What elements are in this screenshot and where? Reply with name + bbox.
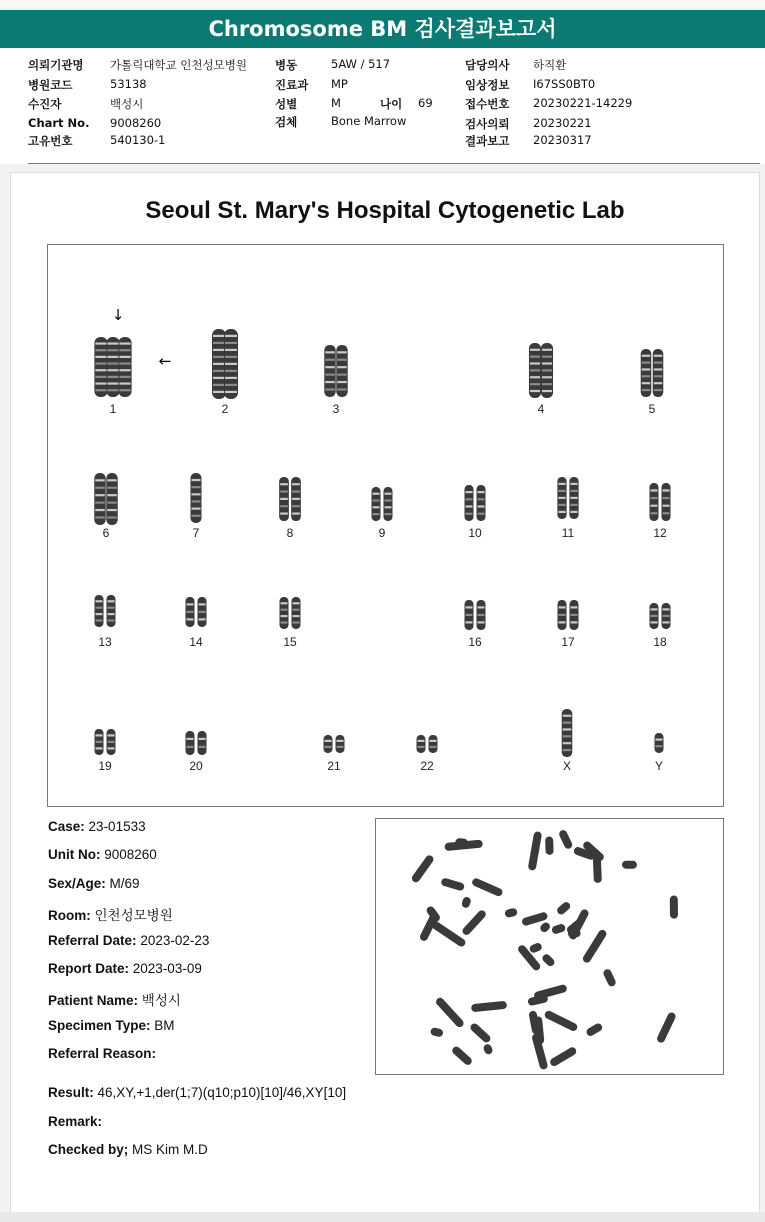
- info-label: 검체: [275, 115, 298, 129]
- karyotype-label: 15: [283, 635, 297, 649]
- info-value: 540130-1: [110, 133, 166, 147]
- chromosome-3: [324, 345, 335, 397]
- chromosome-18: [662, 603, 671, 629]
- room-row: [48, 904, 368, 932]
- chromosome-5: [653, 349, 664, 397]
- patient-name-label: Patient Name:: [48, 993, 139, 1009]
- referral-reason-label: Referral Reason:: [48, 1046, 157, 1062]
- chromosome-1: [106, 337, 119, 397]
- top-strip: [0, 0, 765, 8]
- metaphase-chromosome: [430, 920, 467, 948]
- sex-age-value: M/69: [109, 875, 140, 891]
- karyotype-label: 6: [102, 526, 110, 540]
- metaphase-chromosome: [543, 1010, 578, 1033]
- chromosome-2: [224, 329, 238, 399]
- checked-value: MS Kim M.D: [132, 1142, 208, 1157]
- chromosome-15: [280, 597, 289, 629]
- unit-value: 9008260: [104, 847, 157, 863]
- metaphase-chromosome: [545, 836, 554, 855]
- karyotype-label: 17: [561, 635, 575, 649]
- karyotype-label: 10: [468, 526, 482, 540]
- chromosome-20: [186, 731, 195, 755]
- result-label: Result:: [48, 1085, 94, 1100]
- patient-info-panel: [0, 48, 765, 164]
- info-label: 의뢰기관명: [28, 58, 84, 72]
- chromosome-12: [662, 483, 671, 521]
- case-row: [48, 819, 368, 847]
- checked-label: Checked by;: [48, 1142, 129, 1157]
- metaphase-chromosome: [461, 896, 472, 909]
- info-value: 백성시: [110, 97, 144, 111]
- metaphase-chromosome: [602, 968, 617, 988]
- metaphase-chromosome: [434, 996, 465, 1029]
- chromosome-2: [212, 329, 226, 399]
- metaphase-chromosome: [549, 1046, 578, 1068]
- result-section: [48, 1085, 346, 1171]
- karyotype-label: 8: [286, 526, 294, 540]
- room-label: Room:: [48, 908, 91, 924]
- chromosome-14: [198, 597, 207, 627]
- info-value: I67SS0BT0: [533, 77, 596, 91]
- chromosome-10: [477, 485, 486, 521]
- karyotype-label: 18: [653, 635, 667, 649]
- specimen-value: BM: [154, 1017, 175, 1033]
- info-value: 가톨릭대학교 인천성모병원: [110, 58, 247, 72]
- chromosome-13: [107, 595, 116, 627]
- sex-age-label: Sex/Age:: [48, 875, 106, 891]
- sex-age-row: [48, 876, 368, 904]
- metaphase-chromosome: [593, 856, 602, 883]
- chromosome-4: [541, 343, 553, 398]
- unit-row: [48, 847, 368, 875]
- chromosome-13: [95, 595, 104, 627]
- result-row: [48, 1085, 346, 1114]
- chromosome-7: [191, 473, 202, 523]
- info-label: 임상정보: [465, 78, 510, 92]
- karyotype-label: 12: [653, 526, 667, 540]
- chromosome-9: [372, 487, 381, 521]
- info-label: 고유번호: [28, 134, 73, 148]
- info-label: 결과보고: [465, 134, 510, 148]
- karyotype-label: 1: [109, 402, 117, 416]
- metaphase-chromosome: [528, 942, 542, 954]
- unit-label: Unit No:: [48, 847, 101, 863]
- chromosome-19: [95, 729, 104, 755]
- karyotype-label: 5: [648, 402, 656, 416]
- info-value: 5AW / 517: [331, 57, 391, 71]
- chromosome-19: [107, 729, 116, 755]
- patient-name-row: [48, 989, 368, 1017]
- info-label: 검사의뢰: [465, 117, 510, 131]
- karyotype-label: 21: [327, 759, 341, 773]
- karyotype-label: 11: [561, 526, 575, 540]
- info-label: 수진자: [28, 97, 62, 111]
- metaphase-chromosome: [410, 854, 435, 884]
- remark-label: Remark:: [48, 1113, 103, 1129]
- chromosome-17: [558, 600, 567, 630]
- chromosome-X: [562, 709, 573, 757]
- info-value: 20230221-14229: [533, 96, 633, 110]
- chromosome-14: [186, 597, 195, 627]
- info-label: 성별: [275, 97, 298, 111]
- metaphase-chromosome: [533, 984, 568, 1001]
- report-date-label: Report Date:: [48, 960, 130, 976]
- chromosome-1: [118, 337, 131, 397]
- info-label: 담당의사: [465, 58, 510, 72]
- karyotype-label: 2: [221, 402, 229, 416]
- metaphase-image: [376, 819, 723, 1074]
- chromosome-22: [417, 735, 426, 753]
- chromosome-3: [336, 345, 347, 397]
- remark-row: [48, 1114, 346, 1143]
- metaphase-chromosome: [461, 909, 488, 937]
- case-label: Case:: [48, 819, 85, 834]
- metaphase-chromosome: [539, 921, 552, 934]
- chromosome-4: [529, 343, 541, 398]
- age-label: 나이: [380, 97, 403, 111]
- chromosome-21: [324, 735, 333, 753]
- metaphase-panel: [375, 818, 724, 1075]
- chromosome-6: [94, 473, 105, 525]
- case-value: 23-01533: [88, 819, 146, 834]
- metaphase-chromosome: [471, 1001, 507, 1013]
- chromosome-Y: [655, 733, 664, 753]
- info-value: 하직환: [533, 58, 567, 72]
- chromosome-16: [465, 600, 474, 630]
- metaphase-chromosome: [585, 1022, 604, 1037]
- karyotype-label: 16: [468, 635, 482, 649]
- chromosome-21: [336, 735, 345, 753]
- chromosome-20: [198, 731, 207, 755]
- referral-date-value: 2023-02-23: [140, 932, 210, 948]
- metaphase-chromosome: [556, 900, 572, 916]
- karyotype-label: 3: [332, 402, 340, 416]
- metaphase-chromosome: [469, 1022, 492, 1044]
- info-value: 53138: [110, 77, 147, 91]
- chromosome-22: [429, 735, 438, 753]
- referral-reason-row: [48, 1046, 368, 1074]
- karyotype-label: 20: [189, 759, 203, 773]
- report-date-value: 2023-03-09: [132, 960, 202, 976]
- info-label: 접수번호: [465, 97, 510, 111]
- metaphase-chromosome: [541, 953, 556, 968]
- chromosome-17: [570, 600, 579, 630]
- metaphase-chromosome: [568, 929, 581, 937]
- info-value: 20230317: [533, 133, 592, 147]
- info-label: 병동: [275, 58, 298, 72]
- karyotype-label: 19: [98, 759, 112, 773]
- info-label: 진료과: [275, 78, 309, 92]
- case-details: [48, 819, 368, 1075]
- metaphase-chromosome: [425, 905, 442, 923]
- metaphase-chromosome: [482, 1043, 494, 1056]
- info-divider: [28, 163, 760, 164]
- chromosome-11: [557, 477, 566, 519]
- metaphase-chromosome: [504, 908, 518, 919]
- metaphase-chromosome: [581, 928, 607, 964]
- karyogram-image: [48, 245, 723, 806]
- info-value: 20230221: [533, 116, 592, 130]
- patient-name-value: 백성시: [141, 993, 181, 1009]
- metaphase-chromosome: [558, 829, 574, 850]
- karyotype-label: 13: [98, 635, 112, 649]
- metaphase-chromosome: [430, 1027, 444, 1037]
- chromosome-10: [465, 485, 474, 521]
- metaphase-chromosome: [670, 895, 678, 918]
- report-page: [10, 172, 760, 1214]
- chromosome-11: [569, 477, 578, 519]
- karyogram-panel: [47, 244, 724, 807]
- report-header: [0, 10, 765, 48]
- referral-date-label: Referral Date:: [48, 932, 137, 948]
- karyotype-label: 7: [192, 526, 200, 540]
- bottom-strip: [0, 1212, 765, 1222]
- chromosome-1: [94, 337, 107, 397]
- info-label: Chart No.: [28, 116, 90, 130]
- metaphase-chromosome: [440, 877, 465, 891]
- info-label: 병원코드: [28, 78, 73, 92]
- chromosome-9: [384, 487, 393, 521]
- metaphase-chromosome: [528, 831, 543, 871]
- karyotype-label: 22: [420, 759, 434, 773]
- age-value: 69: [418, 96, 433, 110]
- info-value: M: [331, 96, 341, 110]
- metaphase-chromosome: [531, 1033, 548, 1070]
- karyotype-label: 4: [537, 402, 545, 416]
- specimen-label: Specimen Type:: [48, 1017, 151, 1033]
- metaphase-chromosome: [455, 838, 468, 847]
- metaphase-chromosome: [551, 923, 566, 935]
- left-arrow-icon: ←: [158, 352, 172, 370]
- room-value: 인천성모병원: [94, 908, 173, 924]
- chromosome-5: [641, 349, 652, 397]
- info-value: Bone Marrow: [331, 114, 407, 128]
- metaphase-chromosome: [622, 861, 637, 869]
- info-value: MP: [331, 77, 348, 91]
- chromosome-8: [279, 477, 289, 521]
- karyotype-label: X: [562, 759, 572, 773]
- report-date-row: [48, 961, 368, 989]
- referral-date-row: [48, 933, 368, 961]
- chromosome-6: [106, 473, 117, 525]
- lab-title: Seoul St. Mary's Hospital Cytogenetic Lab: [145, 197, 625, 224]
- karyotype-label: 14: [189, 635, 203, 649]
- chromosome-18: [650, 603, 659, 629]
- metaphase-chromosome: [471, 877, 504, 897]
- chromosome-15: [292, 597, 301, 629]
- info-value: 9008260: [110, 116, 162, 130]
- chromosome-12: [650, 483, 659, 521]
- karyotype-label: Y: [654, 759, 664, 773]
- report-title: Chromosome BM 검사결과보고서: [208, 17, 557, 41]
- metaphase-chromosome: [656, 1011, 677, 1044]
- down-arrow-icon: ↓: [111, 306, 125, 324]
- karyotype-label: 9: [378, 526, 386, 540]
- chromosome-16: [477, 600, 486, 630]
- specimen-row: [48, 1018, 368, 1046]
- checked-row: [48, 1142, 346, 1171]
- result-value: 46,XY,+1,der(1;7)(q10;p10)[10]/46,XY[10]: [97, 1085, 347, 1100]
- metaphase-chromosome: [451, 1045, 474, 1067]
- chromosome-8: [291, 477, 301, 521]
